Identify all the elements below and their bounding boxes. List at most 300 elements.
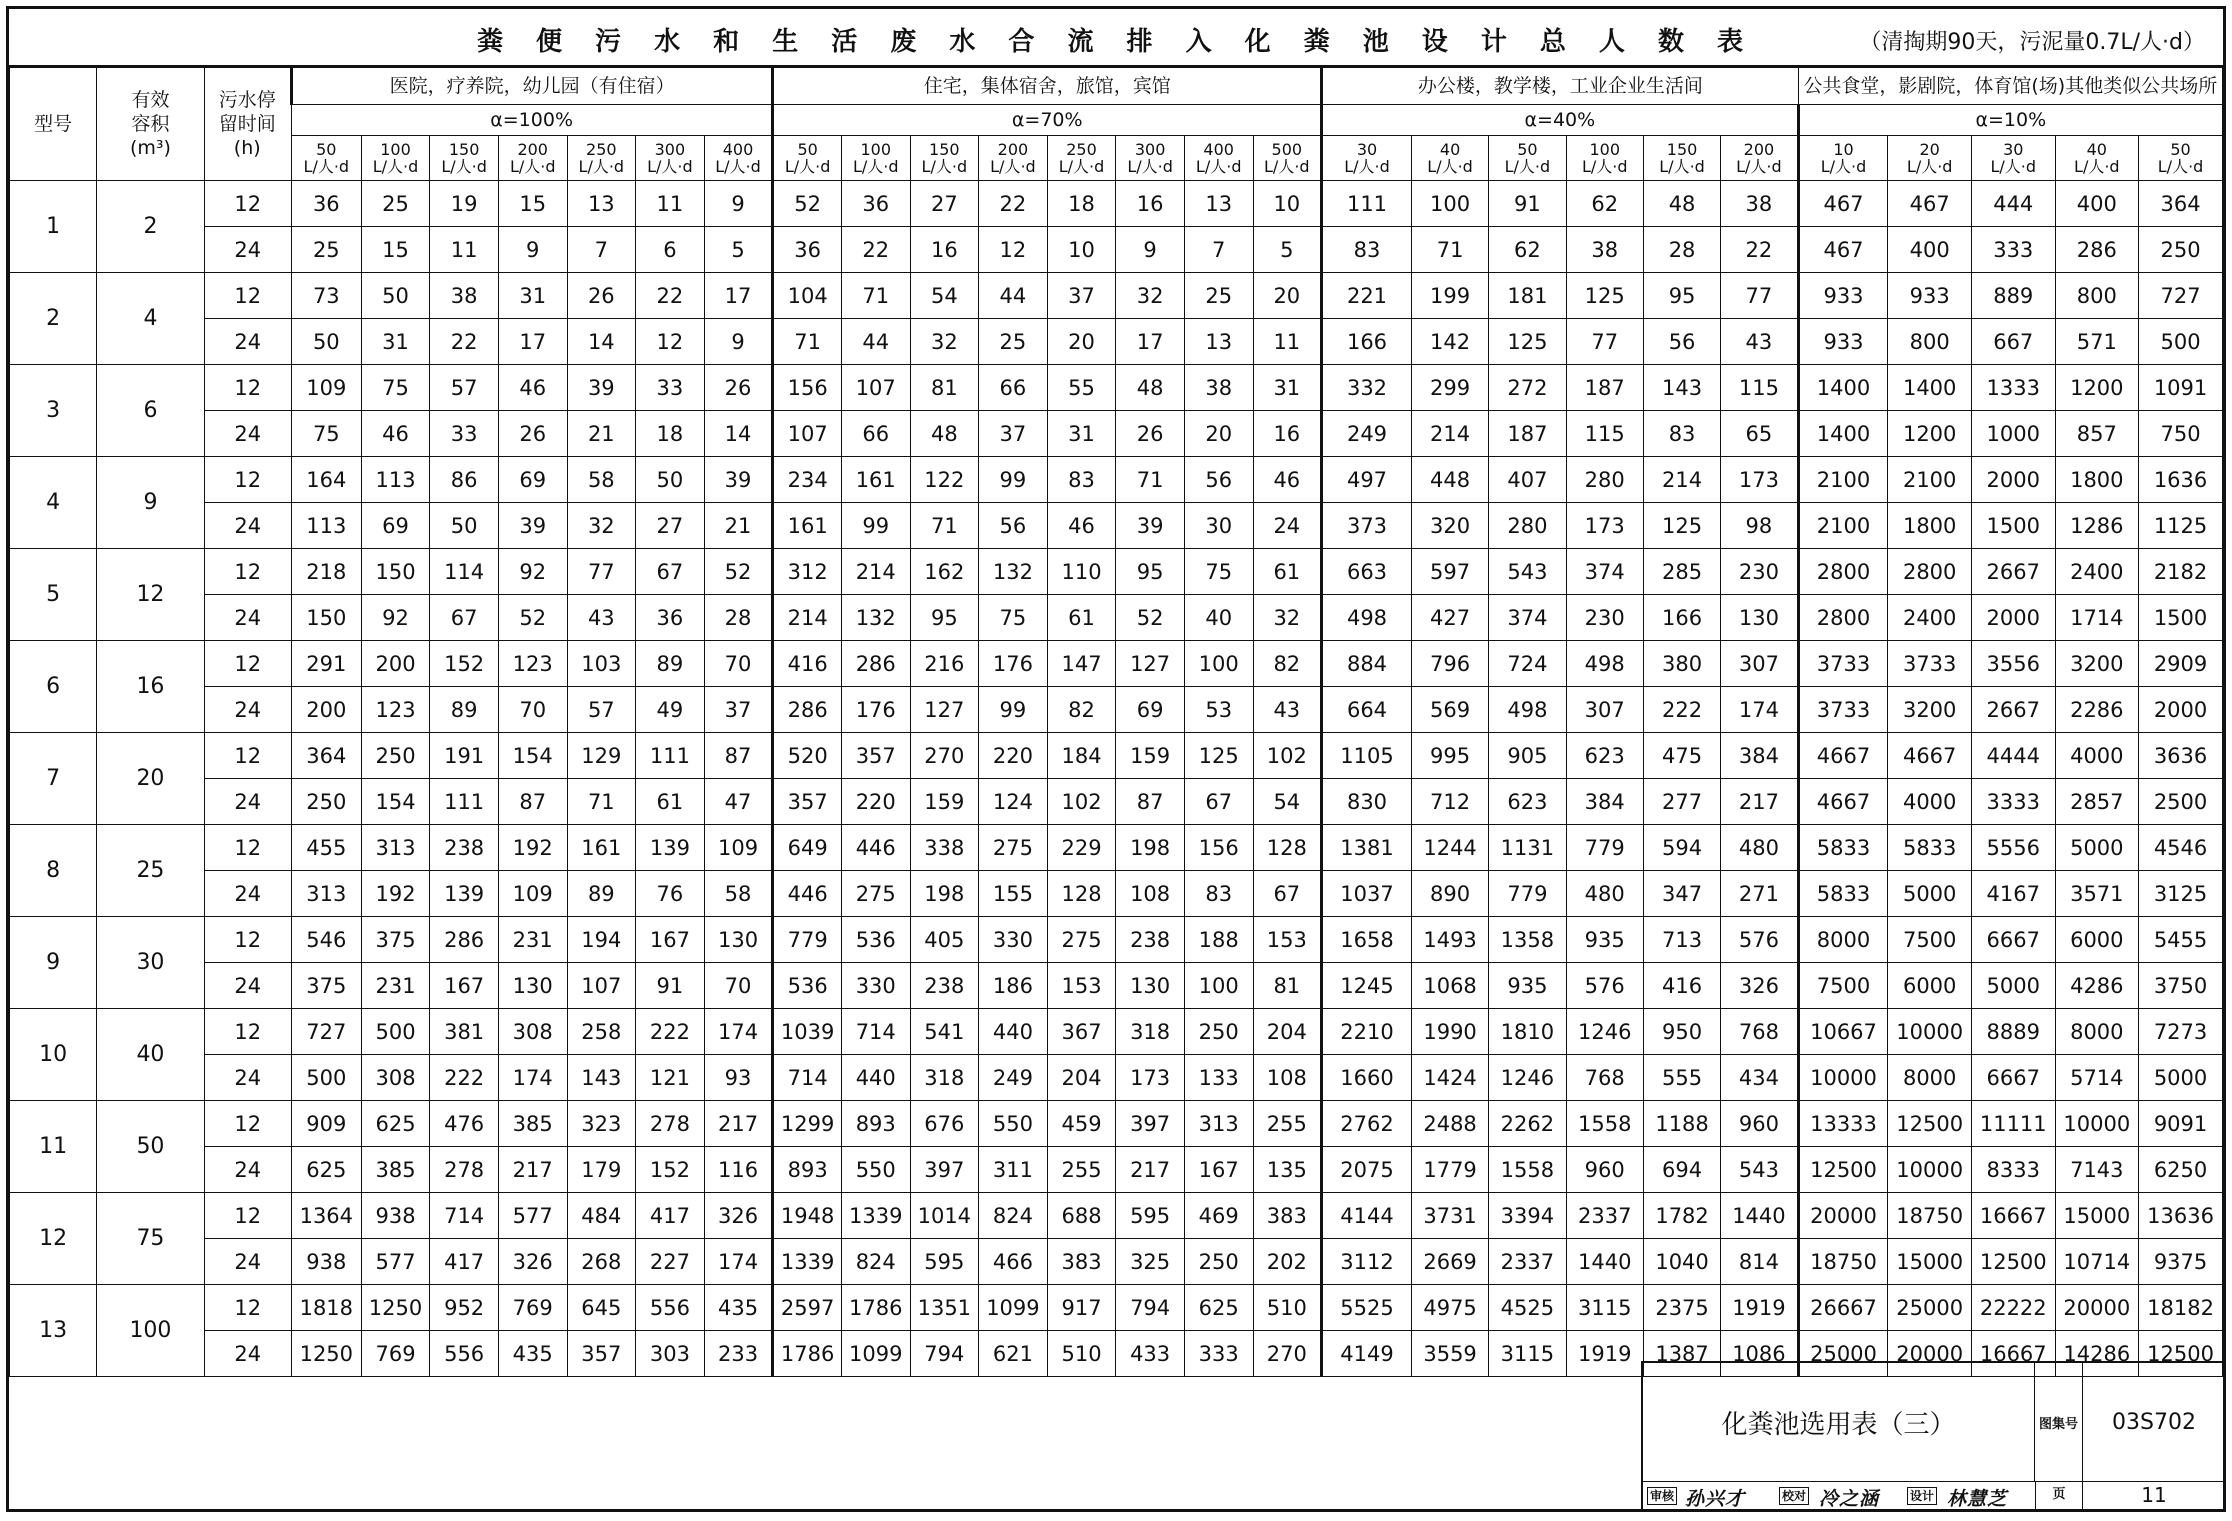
population-cell: 311 bbox=[979, 1147, 1048, 1193]
volume-cell: 25 bbox=[97, 825, 204, 917]
population-cell: 227 bbox=[636, 1239, 705, 1285]
rate-unit: L/人·d bbox=[1990, 157, 2037, 176]
population-cell: 440 bbox=[979, 1009, 1048, 1055]
population-cell: 3556 bbox=[1971, 641, 2055, 687]
population-cell: 28 bbox=[704, 595, 773, 641]
rate-value: 30 bbox=[2003, 140, 2024, 159]
population-cell: 1250 bbox=[361, 1285, 430, 1331]
population-cell: 20 bbox=[1253, 273, 1322, 319]
population-cell: 156 bbox=[773, 365, 842, 411]
population-cell: 71 bbox=[1411, 227, 1488, 273]
population-cell: 238 bbox=[1116, 917, 1185, 963]
population-cell: 58 bbox=[704, 871, 773, 917]
population-cell: 2669 bbox=[1411, 1239, 1488, 1285]
population-cell: 750 bbox=[2139, 411, 2223, 457]
population-cell: 1493 bbox=[1411, 917, 1488, 963]
population-cell: 4000 bbox=[2055, 733, 2139, 779]
population-cell: 25000 bbox=[1888, 1285, 1972, 1331]
rate-column-header bbox=[1047, 136, 1116, 181]
population-cell: 466 bbox=[979, 1239, 1048, 1285]
header-volume-line: 容积 bbox=[131, 113, 170, 135]
population-cell: 1800 bbox=[1888, 503, 1972, 549]
population-cell: 67 bbox=[1184, 779, 1253, 825]
population-cell: 543 bbox=[1721, 1147, 1798, 1193]
population-cell: 5000 bbox=[2055, 825, 2139, 871]
population-cell: 768 bbox=[1566, 1055, 1643, 1101]
population-cell: 933 bbox=[1888, 273, 1972, 319]
table-row bbox=[10, 1009, 2223, 1055]
population-cell: 291 bbox=[291, 641, 361, 687]
population-cell: 500 bbox=[291, 1055, 361, 1101]
population-cell: 43 bbox=[1721, 319, 1798, 365]
population-cell: 69 bbox=[498, 457, 567, 503]
population-cell: 278 bbox=[636, 1101, 705, 1147]
population-cell: 12 bbox=[636, 319, 705, 365]
population-cell: 397 bbox=[1116, 1101, 1185, 1147]
population-cell: 37 bbox=[979, 411, 1048, 457]
population-cell: 1037 bbox=[1322, 871, 1412, 917]
table-row bbox=[10, 319, 2223, 365]
header-time-line: 污水停 bbox=[218, 89, 276, 111]
population-cell: 1086 bbox=[1721, 1331, 1798, 1377]
population-cell: 186 bbox=[979, 963, 1048, 1009]
population-cell: 4667 bbox=[1798, 779, 1888, 825]
population-cell: 15 bbox=[498, 181, 567, 227]
population-cell: 217 bbox=[704, 1101, 773, 1147]
population-cell: 475 bbox=[1643, 733, 1720, 779]
population-cell: 446 bbox=[773, 871, 842, 917]
population-cell: 312 bbox=[773, 549, 842, 595]
volume-cell: 12 bbox=[97, 549, 204, 641]
table-row bbox=[10, 365, 2223, 411]
population-cell: 50 bbox=[291, 319, 361, 365]
population-cell: 1364 bbox=[291, 1193, 361, 1239]
population-cell: 3636 bbox=[2139, 733, 2223, 779]
population-cell: 4546 bbox=[2139, 825, 2223, 871]
population-cell: 56 bbox=[1643, 319, 1720, 365]
population-cell: 5000 bbox=[1888, 871, 1972, 917]
table-title: 粪 便 污 水 和 生 活 废 水 合 流 排 入 化 粪 池 设 计 总 人 数 表 bbox=[476, 27, 1756, 57]
population-cell: 800 bbox=[1888, 319, 1972, 365]
population-cell: 40 bbox=[1184, 595, 1253, 641]
population-cell: 1424 bbox=[1411, 1055, 1488, 1101]
retention-time-cell: 12 bbox=[204, 549, 291, 595]
model-cell: 7 bbox=[10, 733, 97, 825]
population-cell: 769 bbox=[361, 1331, 430, 1377]
population-cell: 125 bbox=[1184, 733, 1253, 779]
rate-unit: L/人·d bbox=[1344, 157, 1390, 176]
population-cell: 541 bbox=[910, 1009, 979, 1055]
population-cell: 200 bbox=[361, 641, 430, 687]
population-cell: 89 bbox=[567, 871, 636, 917]
population-cell: 571 bbox=[2055, 319, 2139, 365]
population-cell: 116 bbox=[704, 1147, 773, 1193]
population-cell: 37 bbox=[1047, 273, 1116, 319]
rate-value: 400 bbox=[1203, 140, 1234, 159]
population-cell: 1387 bbox=[1643, 1331, 1720, 1377]
population-cell: 498 bbox=[1566, 641, 1643, 687]
population-cell: 417 bbox=[636, 1193, 705, 1239]
model-cell: 11 bbox=[10, 1101, 97, 1193]
population-cell: 375 bbox=[361, 917, 430, 963]
population-cell: 3200 bbox=[1888, 687, 1972, 733]
group-name: 公共食堂，影剧院，体育馆(场)其他类似公共场所 bbox=[1798, 68, 2222, 105]
population-cell: 1919 bbox=[1566, 1331, 1643, 1377]
population-cell: 364 bbox=[291, 733, 361, 779]
population-cell: 434 bbox=[1721, 1055, 1798, 1101]
population-cell: 125 bbox=[1566, 273, 1643, 319]
rate-unit: L/人·d bbox=[1736, 157, 1782, 176]
population-cell: 18750 bbox=[1888, 1193, 1972, 1239]
population-cell: 9 bbox=[704, 319, 773, 365]
population-cell: 230 bbox=[1721, 549, 1798, 595]
population-cell: 31 bbox=[361, 319, 430, 365]
population-cell: 26 bbox=[567, 273, 636, 319]
population-cell: 2100 bbox=[1888, 457, 1972, 503]
population-cell: 11 bbox=[636, 181, 705, 227]
population-cell: 2667 bbox=[1971, 549, 2055, 595]
population-cell: 113 bbox=[361, 457, 430, 503]
population-cell: 455 bbox=[291, 825, 361, 871]
population-cell: 173 bbox=[1116, 1055, 1185, 1101]
population-cell: 233 bbox=[704, 1331, 773, 1377]
population-cell: 217 bbox=[498, 1147, 567, 1193]
population-cell: 1440 bbox=[1566, 1239, 1643, 1285]
population-cell: 500 bbox=[2139, 319, 2223, 365]
population-cell: 166 bbox=[1643, 595, 1720, 641]
population-cell: 39 bbox=[498, 503, 567, 549]
population-cell: 1014 bbox=[910, 1193, 979, 1239]
population-cell: 114 bbox=[430, 549, 499, 595]
population-cell: 221 bbox=[1322, 273, 1412, 319]
population-cell: 357 bbox=[567, 1331, 636, 1377]
population-cell: 5714 bbox=[2055, 1055, 2139, 1101]
population-cell: 53 bbox=[1184, 687, 1253, 733]
population-cell: 476 bbox=[430, 1101, 499, 1147]
population-cell: 122 bbox=[910, 457, 979, 503]
population-cell: 417 bbox=[430, 1239, 499, 1285]
population-cell: 2500 bbox=[2139, 779, 2223, 825]
population-cell: 714 bbox=[841, 1009, 910, 1055]
retention-time-cell: 24 bbox=[204, 1331, 291, 1377]
population-cell: 20000 bbox=[2055, 1285, 2139, 1331]
population-cell: 313 bbox=[1184, 1101, 1253, 1147]
rate-value: 100 bbox=[860, 140, 891, 159]
model-cell: 4 bbox=[10, 457, 97, 549]
population-cell: 127 bbox=[910, 687, 979, 733]
population-cell: 92 bbox=[361, 595, 430, 641]
population-cell: 625 bbox=[361, 1101, 430, 1147]
population-cell: 2100 bbox=[1798, 457, 1888, 503]
population-cell: 161 bbox=[773, 503, 842, 549]
population-cell: 510 bbox=[1047, 1331, 1116, 1377]
population-cell: 130 bbox=[1721, 595, 1798, 641]
population-cell: 510 bbox=[1253, 1285, 1322, 1331]
retention-time-cell: 12 bbox=[204, 365, 291, 411]
population-cell: 1818 bbox=[291, 1285, 361, 1331]
population-cell: 39 bbox=[704, 457, 773, 503]
population-cell: 1948 bbox=[773, 1193, 842, 1239]
drawing-name: 化粪池选用表（三） bbox=[1643, 1363, 2035, 1481]
population-cell: 249 bbox=[979, 1055, 1048, 1101]
population-cell: 86 bbox=[430, 457, 499, 503]
population-cell: 2075 bbox=[1322, 1147, 1412, 1193]
population-cell: 796 bbox=[1411, 641, 1488, 687]
design-label: 设计 bbox=[1907, 1487, 1937, 1505]
population-cell: 192 bbox=[361, 871, 430, 917]
population-cell: 1636 bbox=[2139, 457, 2223, 503]
rate-unit: L/人·d bbox=[1659, 157, 1705, 176]
page-label: 页 bbox=[2035, 1482, 2083, 1510]
header-time-line: 留时间 bbox=[218, 113, 276, 135]
population-cell: 4525 bbox=[1489, 1285, 1566, 1331]
population-cell: 32 bbox=[910, 319, 979, 365]
population-cell: 569 bbox=[1411, 687, 1488, 733]
population-cell: 38 bbox=[1566, 227, 1643, 273]
title-bar bbox=[9, 9, 2223, 67]
population-cell: 36 bbox=[773, 227, 842, 273]
population-cell: 250 bbox=[2139, 227, 2223, 273]
population-cell: 62 bbox=[1566, 181, 1643, 227]
rate-value: 200 bbox=[997, 140, 1029, 159]
population-cell: 308 bbox=[361, 1055, 430, 1101]
population-cell: 375 bbox=[291, 963, 361, 1009]
population-cell: 61 bbox=[636, 779, 705, 825]
population-cell: 18750 bbox=[1798, 1239, 1888, 1285]
population-cell: 75 bbox=[291, 411, 361, 457]
population-cell: 9375 bbox=[2139, 1239, 2223, 1285]
population-cell: 32 bbox=[567, 503, 636, 549]
rate-column-header bbox=[2055, 136, 2139, 181]
rate-unit: L/人·d bbox=[1264, 157, 1310, 176]
population-cell: 933 bbox=[1798, 273, 1888, 319]
table-row bbox=[10, 1055, 2223, 1101]
population-cell: 326 bbox=[1721, 963, 1798, 1009]
rate-column-header bbox=[910, 136, 979, 181]
population-cell: 933 bbox=[1798, 319, 1888, 365]
population-cell: 50 bbox=[361, 273, 430, 319]
population-cell: 214 bbox=[841, 549, 910, 595]
population-cell: 480 bbox=[1721, 825, 1798, 871]
model-cell: 6 bbox=[10, 641, 97, 733]
population-cell: 467 bbox=[1798, 181, 1888, 227]
rate-column-header bbox=[1721, 136, 1798, 181]
population-cell: 71 bbox=[1116, 457, 1185, 503]
population-cell: 83 bbox=[1047, 457, 1116, 503]
population-cell: 132 bbox=[841, 595, 910, 641]
population-cell: 416 bbox=[773, 641, 842, 687]
model-cell: 8 bbox=[10, 825, 97, 917]
population-cell: 500 bbox=[361, 1009, 430, 1055]
population-cell: 935 bbox=[1489, 963, 1566, 1009]
population-cell: 13 bbox=[1184, 181, 1253, 227]
population-cell: 73 bbox=[291, 273, 361, 319]
population-cell: 31 bbox=[1047, 411, 1116, 457]
population-cell: 57 bbox=[567, 687, 636, 733]
population-cell: 17 bbox=[498, 319, 567, 365]
population-cell: 1351 bbox=[910, 1285, 979, 1331]
population-cell: 91 bbox=[636, 963, 705, 1009]
population-cell: 44 bbox=[841, 319, 910, 365]
population-cell: 217 bbox=[1721, 779, 1798, 825]
population-cell: 857 bbox=[2055, 411, 2139, 457]
population-cell: 3750 bbox=[2139, 963, 2223, 1009]
population-cell: 400 bbox=[2055, 181, 2139, 227]
population-cell: 217 bbox=[1116, 1147, 1185, 1193]
retention-time-cell: 24 bbox=[204, 1147, 291, 1193]
population-cell: 277 bbox=[1643, 779, 1720, 825]
table-row bbox=[10, 963, 2223, 1009]
population-cell: 713 bbox=[1643, 917, 1720, 963]
population-cell: 3200 bbox=[2055, 641, 2139, 687]
population-cell: 556 bbox=[430, 1331, 499, 1377]
population-cell: 52 bbox=[773, 181, 842, 227]
population-cell: 318 bbox=[1116, 1009, 1185, 1055]
signature-row bbox=[1643, 1481, 2223, 1509]
population-cell: 81 bbox=[1253, 963, 1322, 1009]
population-cell: 960 bbox=[1721, 1101, 1798, 1147]
retention-time-cell: 12 bbox=[204, 1101, 291, 1147]
population-cell: 15000 bbox=[1888, 1239, 1972, 1285]
population-cell: 173 bbox=[1566, 503, 1643, 549]
population-cell: 12500 bbox=[1888, 1101, 1972, 1147]
population-cell: 577 bbox=[361, 1239, 430, 1285]
population-cell: 214 bbox=[1411, 411, 1488, 457]
population-cell: 22 bbox=[636, 273, 705, 319]
population-cell: 12500 bbox=[1798, 1147, 1888, 1193]
population-cell: 779 bbox=[773, 917, 842, 963]
table-row bbox=[10, 595, 2223, 641]
population-cell: 4667 bbox=[1798, 733, 1888, 779]
group-alpha: α=40% bbox=[1322, 105, 1799, 136]
population-cell: 330 bbox=[979, 917, 1048, 963]
population-cell: 1125 bbox=[2139, 503, 2223, 549]
population-cell: 250 bbox=[291, 779, 361, 825]
population-cell: 645 bbox=[567, 1285, 636, 1331]
population-cell: 255 bbox=[1047, 1147, 1116, 1193]
population-cell: 1358 bbox=[1489, 917, 1566, 963]
population-cell: 308 bbox=[498, 1009, 567, 1055]
retention-time-cell: 12 bbox=[204, 273, 291, 319]
population-cell: 25000 bbox=[1798, 1331, 1888, 1377]
population-cell: 61 bbox=[1253, 549, 1322, 595]
rate-unit: L/人·d bbox=[441, 157, 487, 176]
rate-column-header bbox=[1411, 136, 1488, 181]
population-cell: 405 bbox=[910, 917, 979, 963]
population-cell: 115 bbox=[1721, 365, 1798, 411]
population-cell: 238 bbox=[430, 825, 499, 871]
population-cell: 1131 bbox=[1489, 825, 1566, 871]
population-cell: 4975 bbox=[1411, 1285, 1488, 1331]
population-cell: 58 bbox=[567, 457, 636, 503]
population-cell: 38 bbox=[1184, 365, 1253, 411]
population-cell: 200 bbox=[291, 687, 361, 733]
population-cell: 22222 bbox=[1971, 1285, 2055, 1331]
atlas-cell bbox=[2035, 1363, 2225, 1481]
population-cell: 649 bbox=[773, 825, 842, 871]
population-cell: 238 bbox=[910, 963, 979, 1009]
retention-time-cell: 24 bbox=[204, 963, 291, 1009]
population-cell: 61 bbox=[1047, 595, 1116, 641]
model-cell: 5 bbox=[10, 549, 97, 641]
population-cell: 714 bbox=[430, 1193, 499, 1239]
population-cell: 113 bbox=[291, 503, 361, 549]
population-cell: 595 bbox=[1116, 1193, 1185, 1239]
population-cell: 950 bbox=[1643, 1009, 1720, 1055]
population-cell: 39 bbox=[567, 365, 636, 411]
table-row bbox=[10, 641, 2223, 687]
population-cell: 91 bbox=[1489, 181, 1566, 227]
population-cell: 884 bbox=[1322, 641, 1412, 687]
population-cell: 22 bbox=[979, 181, 1048, 227]
population-cell: 323 bbox=[567, 1101, 636, 1147]
population-cell: 83 bbox=[1322, 227, 1412, 273]
population-cell: 2800 bbox=[1888, 549, 1972, 595]
population-cell: 1099 bbox=[841, 1331, 910, 1377]
volume-cell: 4 bbox=[97, 273, 204, 365]
table-row bbox=[10, 411, 2223, 457]
population-cell: 5556 bbox=[1971, 825, 2055, 871]
population-cell: 10000 bbox=[1888, 1009, 1972, 1055]
population-cell: 52 bbox=[1116, 595, 1185, 641]
population-cell: 234 bbox=[773, 457, 842, 503]
population-cell: 229 bbox=[1047, 825, 1116, 871]
population-cell: 10714 bbox=[2055, 1239, 2139, 1285]
rate-value: 30 bbox=[1356, 140, 1378, 159]
population-cell: 1782 bbox=[1643, 1193, 1720, 1239]
population-cell: 70 bbox=[704, 641, 773, 687]
rate-value: 10 bbox=[1833, 140, 1854, 159]
rate-unit: L/人·d bbox=[1820, 157, 1867, 176]
population-cell: 724 bbox=[1489, 641, 1566, 687]
population-cell: 1786 bbox=[841, 1285, 910, 1331]
population-cell: 167 bbox=[430, 963, 499, 1009]
population-cell: 270 bbox=[910, 733, 979, 779]
rate-value: 200 bbox=[1743, 140, 1775, 159]
population-cell: 8000 bbox=[1798, 917, 1888, 963]
population-cell: 19 bbox=[430, 181, 499, 227]
population-cell: 5455 bbox=[2139, 917, 2223, 963]
volume-cell: 40 bbox=[97, 1009, 204, 1101]
model-cell: 3 bbox=[10, 365, 97, 457]
population-cell: 92 bbox=[498, 549, 567, 595]
rate-unit: L/人·d bbox=[2157, 157, 2204, 176]
table-row bbox=[10, 273, 2223, 319]
population-cell: 498 bbox=[1489, 687, 1566, 733]
population-cell: 384 bbox=[1566, 779, 1643, 825]
population-cell: 1200 bbox=[2055, 365, 2139, 411]
population-cell: 7143 bbox=[2055, 1147, 2139, 1193]
population-cell: 307 bbox=[1566, 687, 1643, 733]
rate-value: 40 bbox=[2086, 140, 2107, 159]
population-cell: 14286 bbox=[2055, 1331, 2139, 1377]
population-cell: 7500 bbox=[1798, 963, 1888, 1009]
population-cell: 5833 bbox=[1888, 825, 1972, 871]
population-cell: 108 bbox=[1116, 871, 1185, 917]
volume-cell: 50 bbox=[97, 1101, 204, 1193]
population-cell: 536 bbox=[841, 917, 910, 963]
population-cell: 1400 bbox=[1798, 365, 1888, 411]
population-cell: 49 bbox=[636, 687, 705, 733]
population-cell: 3733 bbox=[1798, 641, 1888, 687]
rate-column-header bbox=[291, 136, 361, 181]
population-cell: 1800 bbox=[2055, 457, 2139, 503]
population-cell: 124 bbox=[979, 779, 1048, 825]
population-cell: 663 bbox=[1322, 549, 1412, 595]
population-cell: 250 bbox=[361, 733, 430, 779]
population-cell: 176 bbox=[979, 641, 1048, 687]
population-cell: 173 bbox=[1721, 457, 1798, 503]
